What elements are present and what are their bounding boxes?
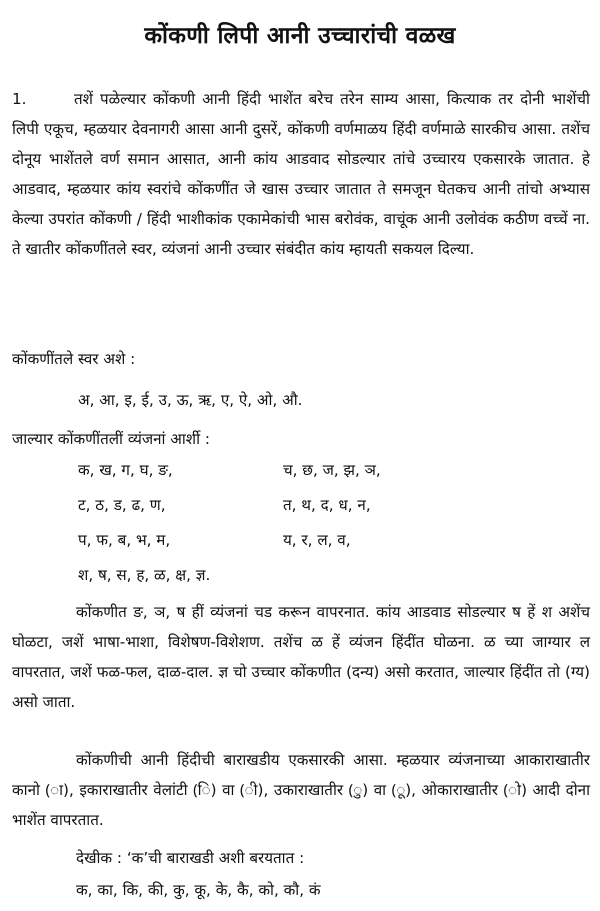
vowels-heading: कोंकणींतले स्वर अशे : xyxy=(12,350,136,368)
vowels-list: अ, आ, इ, ई, उ, ऊ, ऋ, ए, ऐ, ओ, औ. xyxy=(78,391,303,409)
consonant-group: च, छ, ज, झ, ञ, xyxy=(283,461,381,479)
barakhadi-example: क, का, कि, की, कु, कू, के, कै, को, कौ, कं xyxy=(76,881,321,899)
consonant-group: य, र, ल, व, xyxy=(283,531,351,549)
intro-text: तशें पळेल्यार कोंकणी आनी हिंदी भाशेंत बरेच तरेन साम्य आसा, कित्याक तर दोनी भाशेंची लिपी एकूच, म्हळयार देवनागरी आसा आनी दुसरें, कोंकणी वर्णमाळय हिंदी वर्णमाळे सारकीच आसा. तशेंच दोनूय भाशेंतले वर्ण समान आसात, आनी कांय आडवाद सोडल्यार तांचे उच्चारय एकसारके जातात. हे आडवाद, म्हळयार कांय स्वरांचे कोंकणींत जे खास उच्चार जातात ते समजून घेतकच आनी तांचो अभ्यास केल्या उपरांत कोंकणी / हिंदी भाशीकांक एकामेकांची भास बरोवंक, वाचूंक आनी उलोवंक कठीण वच्चें ना. ते खातीर कोंकणींतले स्वर, व्यंजनां आनी उच्चार संबंदीत कांय म्हायती सकयल दिल्या. xyxy=(12,90,590,258)
consonants-heading: जाल्यार कोंकणींतलीं व्यंजनां आर्शी : xyxy=(12,430,211,448)
consonant-group: त, थ, द, ध, न, xyxy=(283,496,371,514)
page-title: कोंकणी लिपी आनी उच्चारांची वळख xyxy=(144,23,456,49)
consonant-row xyxy=(78,460,498,495)
consonant-group: क, ख, ग, घ, ङ, xyxy=(78,461,173,479)
consonant-group: श, ष, स, ह, ळ, क्ष, ज्ञ. xyxy=(78,566,211,584)
consonant-notes-paragraph: कोंकणीत ङ, ञ, ष हीं व्यंजनां चड करून वापरनात. कांय आडवाड सोडल्यार ष हें श अशेंच घोळटा, जशें भाषा-भाशा, विशेषण-विशेशण. तशेंच ळ हें व्यंजन हिंदींत घोळना. ळ च्या जाग्यार ल वापरतात, जशें फळ-फल, दाळ-दाल. ज्ञ चो उच्चार कोंकणीत (दन्य) असो करतात, जाल्यार हिंदींत तो (ग्य) असो जाता. xyxy=(12,603,590,711)
consonants-grid xyxy=(78,460,498,600)
consonant-row xyxy=(78,565,498,600)
paragraph-number: 1. xyxy=(12,90,27,108)
consonant-row xyxy=(78,495,498,530)
intro-paragraph xyxy=(12,84,590,264)
consonant-row xyxy=(78,530,498,565)
example-heading: देखीक : ‘क’ची बाराखडी अशी बरयतात : xyxy=(76,849,305,867)
consonant-group: ट, ठ, ड, ढ, ण, xyxy=(78,496,166,514)
barakhadi-paragraph: कोंकणीची आनी हिंदीची बाराखडीय एकसारकी आसा. म्हळयार व्यंजनाच्या आकाराखातीर कानो (ा), इकाराखातीर वेलांटी (ि) वा (ी), उकाराखातीर (ु) वा (ू), ओकाराखातीर (ो) आदी दोना भाशेंत वापरतात. xyxy=(12,751,590,829)
consonant-group: प, फ, ब, भ, म, xyxy=(78,531,171,549)
